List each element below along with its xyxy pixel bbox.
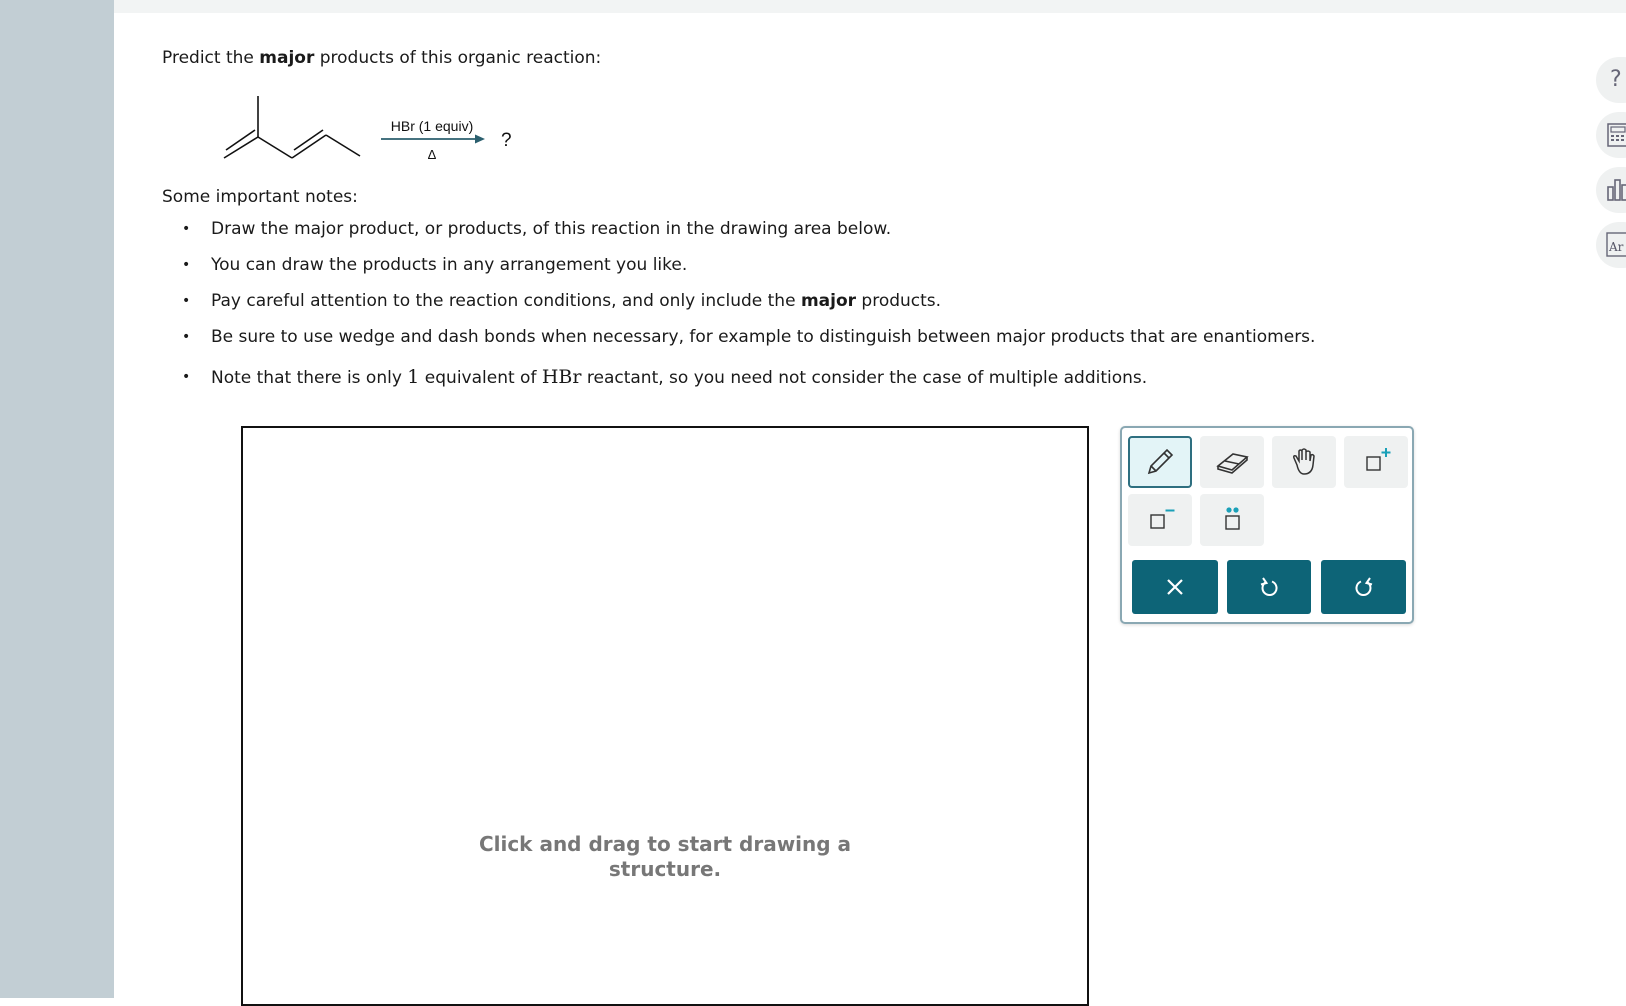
periodic-table-button[interactable] xyxy=(1596,222,1626,268)
undo-icon xyxy=(1258,576,1280,598)
notes-heading: Some important notes: xyxy=(162,187,358,207)
periodic-table-label: Ar xyxy=(1609,240,1624,254)
note-item: • Note that there is only 1 equivalent of HBr reactant, so you need not consider the case of multiple additions. xyxy=(162,366,1315,402)
pencil-tool-button[interactable] xyxy=(1128,436,1192,488)
redo-icon xyxy=(1353,576,1375,598)
pencil-icon xyxy=(1141,443,1179,481)
lone-pair-button[interactable] xyxy=(1200,494,1264,546)
note-item: • Pay careful attention to the reaction conditions, and only include the major products. xyxy=(162,290,1315,326)
help-button[interactable] xyxy=(1596,57,1626,103)
add-charge-icon xyxy=(1357,443,1395,481)
note-item: • You can draw the products in any arrangement you like. xyxy=(162,254,1315,290)
canvas-placeholder: Click and drag to start drawing a structure. xyxy=(478,832,852,881)
calculator-icon xyxy=(1604,120,1626,150)
chart-tool-button[interactable] xyxy=(1596,167,1626,213)
prompt-text: Predict the xyxy=(162,48,260,68)
eraser-tool-button[interactable] xyxy=(1200,436,1264,488)
product-placeholder: ? xyxy=(501,130,512,151)
top-strip xyxy=(114,0,1626,13)
reaction-arrowhead xyxy=(475,135,485,144)
redo-button[interactable] xyxy=(1321,560,1406,614)
question-prompt xyxy=(162,48,601,68)
hbr-formula: HBr xyxy=(541,366,582,388)
reaction-scheme xyxy=(214,88,534,170)
help-icon: ? xyxy=(1610,67,1622,92)
eraser-icon xyxy=(1213,443,1251,481)
undo-button[interactable] xyxy=(1227,560,1311,614)
remove-charge-icon xyxy=(1141,501,1179,539)
left-rail xyxy=(0,0,114,998)
equiv-number: 1 xyxy=(407,366,420,388)
clear-icon xyxy=(1164,576,1186,598)
hand-tool-button[interactable] xyxy=(1272,436,1336,488)
clear-button[interactable] xyxy=(1132,560,1218,614)
prompt-text-end: products of this organic reaction: xyxy=(314,48,602,68)
remove-charge-button[interactable] xyxy=(1128,494,1192,546)
condition-label: Δ xyxy=(427,147,437,162)
reagent-label: HBr (1 equiv) xyxy=(390,118,474,134)
note-item: • Draw the major product, or products, of this reaction in the drawing area below. xyxy=(162,218,1315,254)
add-charge-button[interactable] xyxy=(1344,436,1408,488)
hand-icon xyxy=(1285,443,1323,481)
periodic-table-icon xyxy=(1604,230,1626,260)
drawing-canvas[interactable] xyxy=(241,426,1089,1006)
lone-pair-icon xyxy=(1213,501,1251,539)
bar-chart-icon xyxy=(1604,175,1626,205)
reactant-structure xyxy=(224,96,360,158)
note-item: • Be sure to use wedge and dash bonds when necessary, for example to distinguish between major products that are enantiomers. xyxy=(162,326,1315,366)
notes-list xyxy=(162,218,1315,402)
prompt-bold: major xyxy=(259,48,315,68)
calculator-button[interactable] xyxy=(1596,112,1626,158)
drawing-toolbox xyxy=(1120,426,1414,624)
